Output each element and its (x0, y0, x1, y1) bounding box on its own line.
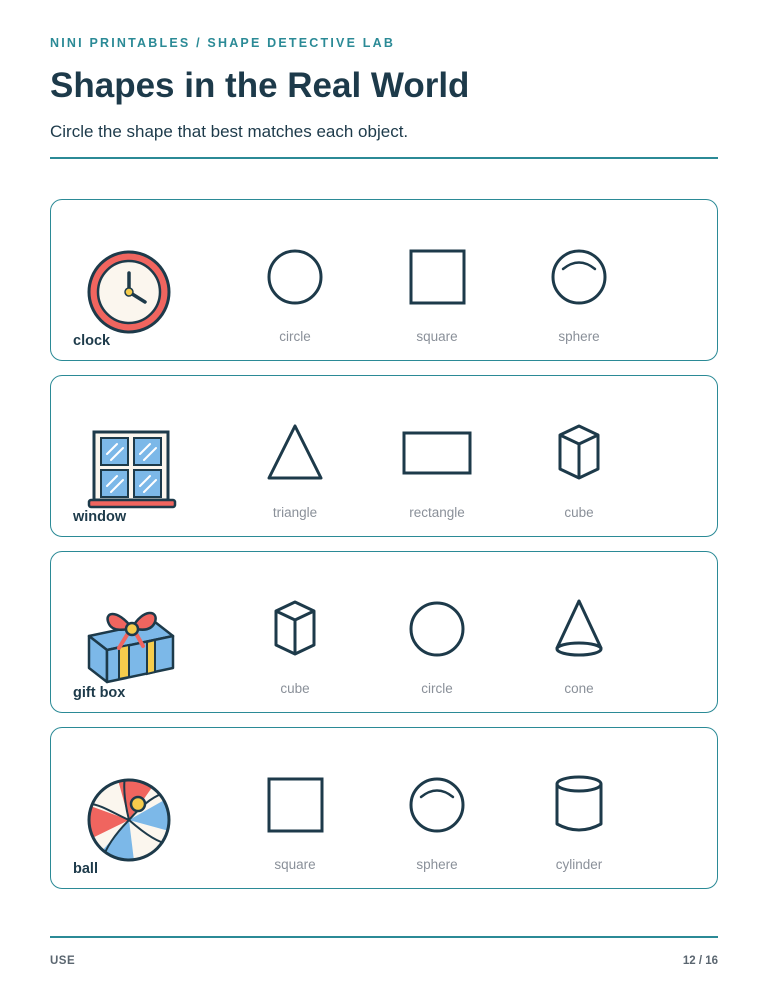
square-icon (409, 246, 465, 306)
circle-icon (267, 246, 323, 306)
cylinder-icon (551, 774, 607, 834)
object-label: window (73, 509, 127, 525)
object-label: clock (73, 333, 111, 349)
triangle-icon (267, 422, 323, 482)
sphere-icon (409, 774, 465, 834)
instructions: Circle the shape that best matches each object. (50, 122, 409, 141)
cone-icon (551, 598, 607, 658)
page-title: Shapes in the Real World (50, 66, 470, 105)
option-label: square (416, 329, 458, 344)
cube-icon (267, 598, 323, 658)
footer-label: USE (50, 955, 76, 967)
option-label: cube (280, 681, 310, 696)
object-label: ball (73, 861, 98, 877)
option-label: circle (279, 329, 311, 344)
cube-icon (551, 422, 607, 482)
question-card (50, 199, 718, 361)
question-card (50, 727, 718, 889)
option-label: triangle (272, 505, 318, 520)
rectangle-icon (409, 422, 465, 482)
circle-icon (409, 598, 465, 658)
option-label: circle (421, 681, 453, 696)
option-label: rectangle (409, 505, 465, 520)
ball-icon (85, 774, 173, 862)
option-label: cone (564, 681, 594, 696)
clock-icon (85, 246, 173, 334)
object-label: gift box (73, 685, 126, 701)
footer-divider (50, 936, 718, 938)
option-label: sphere (416, 857, 458, 872)
question-card (50, 375, 718, 537)
option-label: cylinder (555, 857, 603, 872)
option-label: cube (564, 505, 594, 520)
option-label: square (274, 857, 316, 872)
square-icon (267, 774, 323, 834)
gift-box-icon (85, 598, 173, 686)
page-number: 12 / 16 (682, 955, 718, 967)
window-icon (85, 422, 173, 510)
header-divider (50, 157, 718, 159)
sphere-icon (551, 246, 607, 306)
question-card (50, 551, 718, 713)
eyebrow: NINI PRINTABLES / SHAPE DETECTIVE LAB (50, 36, 396, 50)
option-label: sphere (558, 329, 600, 344)
